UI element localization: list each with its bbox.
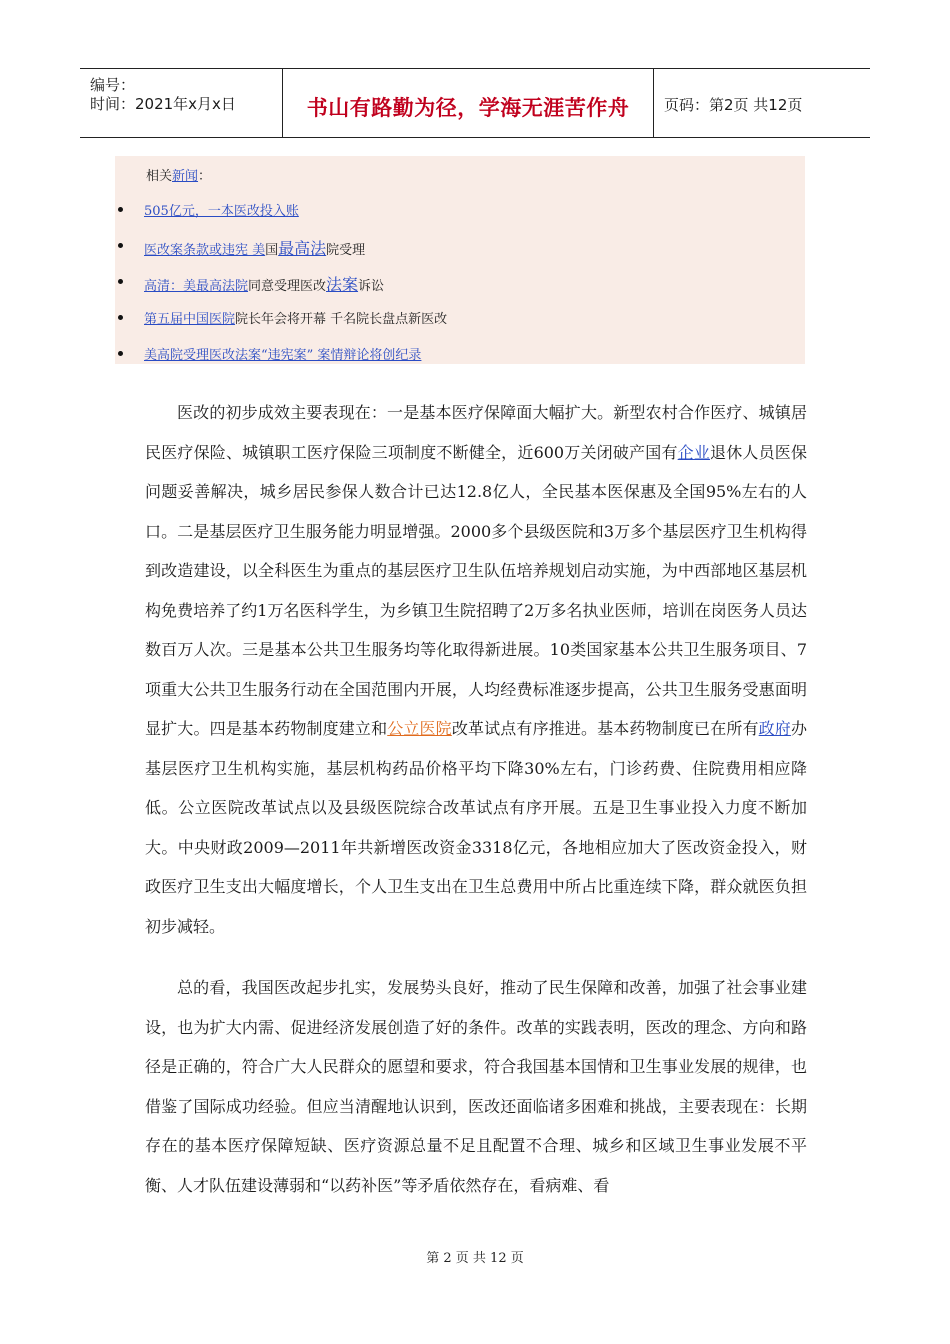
document-number-label: 编号： (90, 76, 136, 94)
inline-link-government[interactable]: 政府 (758, 719, 791, 738)
header-center-cell (283, 69, 654, 137)
related-news-title (146, 165, 211, 184)
page-footer: 第 2 页 共 12 页 (426, 1251, 524, 1266)
header-right-cell (654, 69, 870, 137)
related-news-title-prefix: 相关 (146, 169, 173, 184)
news-link[interactable]: 医改案条款或违宪 美 (144, 243, 266, 258)
news-link[interactable]: 美高院受理医改法案“违宪案” 案情辩论将创纪录 (144, 348, 422, 363)
paragraph-text: 医改的初步成效主要表现在：一是基本医疗保障面大幅扩大。新型农村合作医疗、城镇居民医疗保险、城镇职工医疗保险三项制度不断健全，近600万关闭破产国有 (145, 403, 807, 462)
header-motto: 书山有路勤为径，学海无涯苦作舟 (306, 95, 630, 120)
related-news-title-suffix: ： (198, 169, 212, 184)
news-link[interactable]: 高清：美最高法院 (144, 279, 249, 294)
document-date-label: 时间：2021年x月x日 (90, 95, 236, 113)
page-number-label: 页码：第2页 共12页 (664, 96, 803, 114)
bullet-icon (118, 243, 123, 248)
bullet-icon (118, 351, 123, 356)
news-link[interactable]: 第五届中国医院 (144, 312, 236, 327)
document-header (80, 68, 870, 138)
related-news-title-link[interactable]: 新闻 (172, 169, 199, 184)
paragraph-text: 改革试点有序推进。基本药物制度已在所有 (451, 719, 759, 738)
news-link-text: 院长年会将开幕 千名院长盘点新医改 (235, 312, 448, 327)
news-link-text: 同意受理医改 (248, 279, 327, 294)
news-link-text: 诉讼 (358, 279, 385, 294)
news-link-text: 国 (265, 243, 279, 258)
body-paragraph-2: 总的看，我国医改起步扎实，发展势头良好，推动了民生保障和改善，加强了社会事业建设，也为扩大内需、促进经济发展创造了好的条件。改革的实践表明，医改的理念、方向和路径是正确的，符合广大人民群众的愿望和要求，符合我国基本国情和卫生事业发展的规律，也借鉴了国际成功经验。但应当清醒地认识到，医改还面临诸多困难和挑战，主要表现在：长期存在的基本医疗保障短缺、医疗资源总量不足且配置不合理、城乡和区域卫生事业发展不平衡、人才队伍建设薄弱和“以药补医”等矛盾依然存在，看病难、看 (145, 978, 807, 1195)
body-paragraph-1 (145, 393, 807, 946)
paragraph-text: 退休人员医保问题妥善解决，城乡居民参保人数合计已达12.8亿人，全民基本医保惠及全国95%左右的人口。二是基层医疗卫生服务能力明显增强。2000多个县级医院和3万多个基层医疗卫生机构得到改造建设，以全科医生为重点的基层医疗卫生队伍培养规划启动实施，为中西部地区基层机构免费培养了约1万名医科学生，为乡镇卫生院招聘了2万多名执业医师，培训在岗医务人员达数百万人次。三是基本公共卫生服务均等化取得新进展。10类国家基本公共卫生服务项目、7项重大公共卫生服务行动在全国范围内开展，人均经费标准逐步提高，公共卫生服务受惠面明显扩大。四是基本药物制度建立和 (145, 442, 807, 738)
news-link-text: 院受理 (326, 243, 366, 258)
bullet-icon (118, 315, 123, 320)
news-keyword-link[interactable]: 法案 (326, 275, 359, 294)
header-left-cell (80, 69, 283, 137)
paragraph-text: 办基层医疗卫生机构实施，基层机构药品价格平均下降30%左右，门诊药费、住院费用相应降低。公立医院改革试点以及县级医院综合改革试点有序开展。五是卫生事业投入力度不断加大。中央财政2009—2011年共新增医改资金3318亿元，各地相应加大了医改资金投入，财政医疗卫生支出大幅度增长，个人卫生支出在卫生总费用中所占比重连续下降，群众就医负担初步减轻。 (145, 719, 807, 936)
inline-link-enterprise[interactable]: 企业 (677, 442, 711, 462)
bullet-icon (118, 207, 123, 212)
related-news-box (115, 156, 805, 364)
bullet-icon (118, 279, 123, 284)
news-keyword-link[interactable]: 最高法 (278, 239, 327, 258)
inline-link-public-hospital[interactable]: 公立医院 (387, 719, 452, 738)
news-link[interactable]: 505亿元，一本医改投入账 (144, 204, 299, 219)
